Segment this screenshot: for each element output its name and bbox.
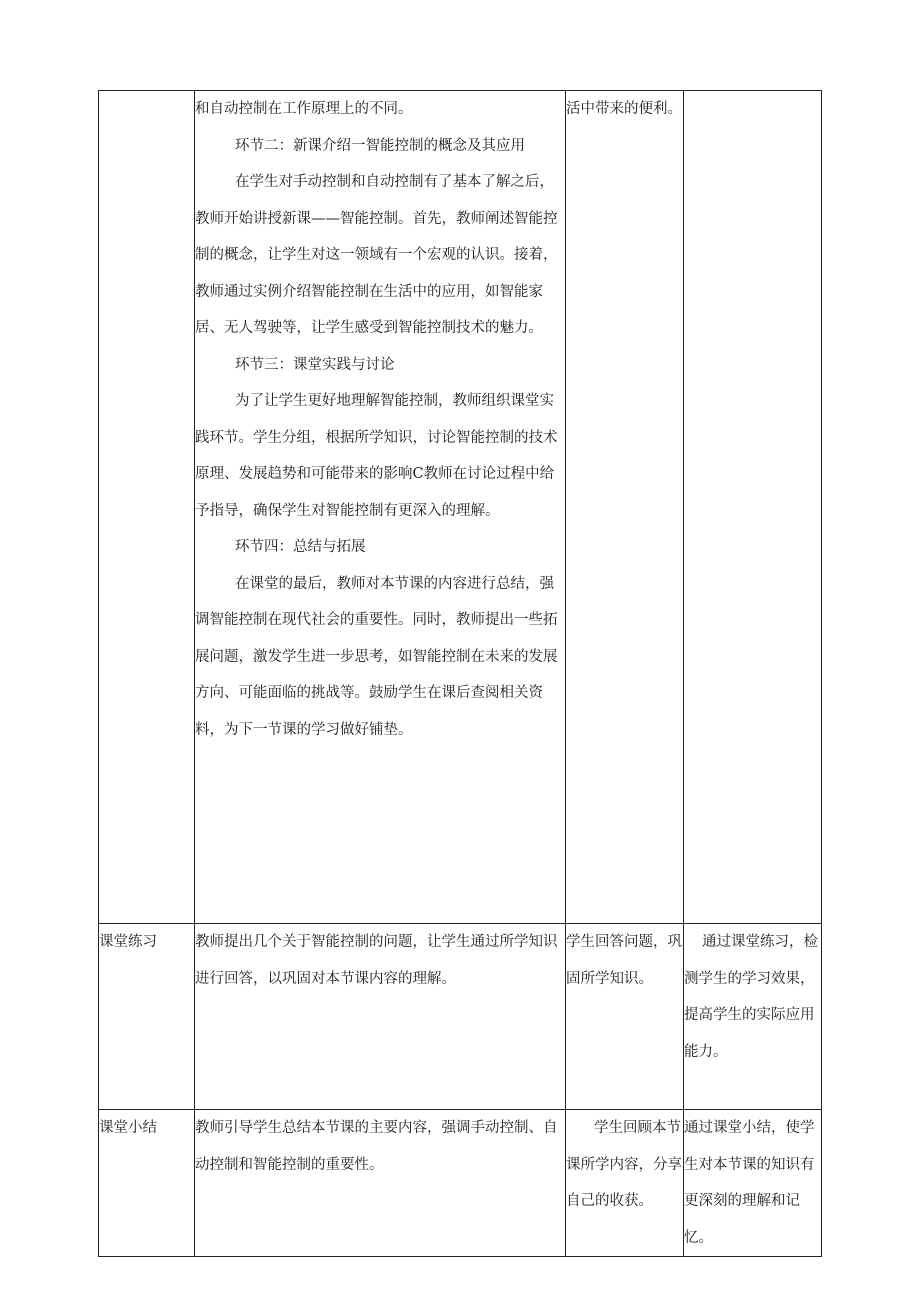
- summary-student-activity: 学生回顾本节课所学内容，分享自己的收获。: [566, 1110, 684, 1257]
- teacher-activity-cell: [195, 91, 566, 924]
- continuation-text: 和自动控制在工作原理上的不同。: [195, 101, 413, 117]
- section-2-title: 环节二：新课介绍一智能控制的概念及其应用: [235, 137, 525, 154]
- section-4-body: 在课堂的最后，教师对本节课的内容进行总结，强调智能控制在现代社会的重要性。同时，教师提出一些拓展问题，激发学生进一步思考，如智能控制在未来的发展方向、可能面临的挑战等。鼓励学生在课后查阅相关资料，为下一节课的学习做好铺垫。: [195, 575, 558, 738]
- table-row-summary: [99, 1110, 822, 1257]
- design-intent-cell: [684, 91, 822, 924]
- summary-teacher-activity: 教师引导学生总结本节课的主要内容，强调手动控制、自动控制和智能控制的重要性。: [195, 1110, 566, 1257]
- practice-teacher-activity: 教师提出几个关于智能控制的问题，让学生通过所学知识进行回答，以巩固对本节课内容的理解。: [195, 924, 566, 1110]
- section-3-body: 为了让学生更好地理解智能控制，教师组织课堂实践环节。学生分组，根据所学知识，讨论智能控制的技术原理、发展趋势和可能带来的影响C教师在讨论过程中给予指导，确保学生对智能控制有更深入的理解。: [195, 393, 558, 519]
- lesson-plan-table: [98, 90, 822, 1257]
- section-3-title: 环节三：课堂实践与讨论: [235, 356, 395, 373]
- table-row-teaching-process: [99, 91, 822, 924]
- row-label-practice: 课堂练习: [99, 924, 195, 1110]
- section-2-body: 在学生对手动控制和自动控制有了基本了解之后，教师开始讲授新课——智能控制。首先，教师阐述智能控制的概念，让学生对这一领域有一个宏观的认识。接着，教师通过实例介绍智能控制在生活中的应用，如智能家居、无人驾驶等，让学生感受到智能控制技术的魅力。: [195, 174, 558, 336]
- table-row-practice: [99, 924, 822, 1110]
- section-4-title: 环节四：总结与拓展: [235, 539, 366, 555]
- student-activity-cell: 活中带来的便利。: [566, 91, 684, 924]
- summary-design-intent: 通过课堂小结，使学生对本节课的知识有更深刻的理解和记忆。: [684, 1110, 822, 1257]
- row-label-summary: 课堂小结: [99, 1110, 195, 1257]
- practice-design-intent: 通过课堂练习，检测学生的学习效果，提高学生的实际应用能力。: [684, 924, 822, 1110]
- practice-student-activity: 学生回答问题，巩固所学知识。: [566, 924, 684, 1110]
- row-label-cell: [99, 91, 195, 924]
